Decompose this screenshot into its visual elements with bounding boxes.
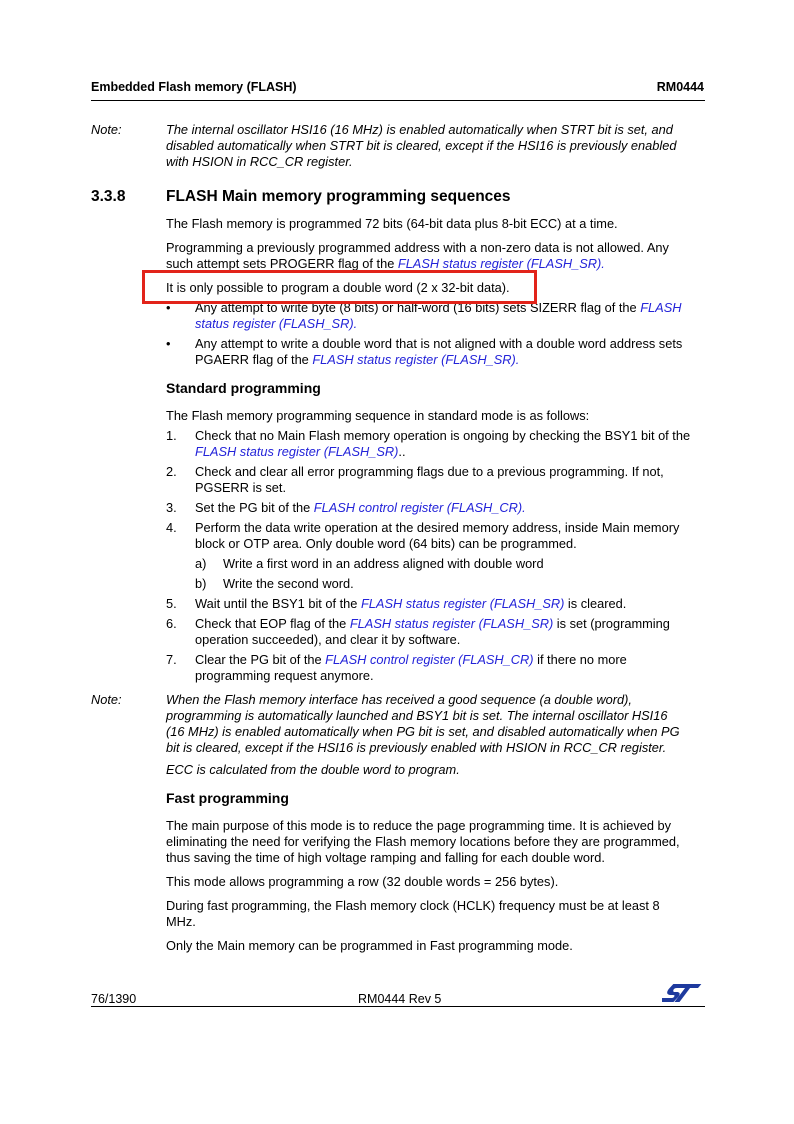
step-number: 1.: [166, 428, 177, 443]
subsection-title: Standard programming: [166, 380, 321, 396]
paragraph: During fast programming, the Flash memory clock (HCLK) frequency must be at least 8 MHz.: [166, 898, 660, 929]
flash-sr-link[interactable]: FLASH status register (FLASH_SR): [360, 596, 565, 611]
list-item: Any attempt to write a double word that is not aligned with a double word address sets PGAERR flag of the FLASH status register (FLASH_SR).: [195, 336, 683, 367]
note-label: Note:: [91, 692, 122, 707]
list-item: Clear the PG bit of the FLASH control register (FLASH_CR) if there no more programming request anymore.: [195, 652, 627, 683]
highlight-box: [142, 270, 537, 304]
list-item: Check that EOP flag of the FLASH status register (FLASH_SR) is set (programming operation succeeded), and clear it by software.: [195, 616, 670, 647]
header-doc-id: RM0444: [656, 80, 704, 94]
list-item: Check and clear all error programming flags due to a previous programming. If not, PGSERR is set.: [195, 464, 664, 495]
step-number: 7.: [166, 652, 177, 667]
note-text: When the Flash memory interface has received a good sequence (a double word), programming is automatically launched and BSY1 bit is set. The internal oscillator HSI16 (16 MHz) is enabled automatically when PG bit is set, and disabled automatically when PG bit is cleared, except if the HSI16 is previously enabled with HSION in RCC_CR register.: [166, 692, 680, 755]
flash-cr-link[interactable]: FLASH control register (FLASH_CR): [313, 500, 523, 515]
bullet-icon: •: [166, 336, 171, 351]
flash-sr-link[interactable]: status register (FLASH_SR): [195, 316, 354, 331]
paragraph: The main purpose of this mode is to reduce the page programming time. It is achieved by eliminating the need for verifying the Flash memory locations before they are programmed, thus saving the time of high voltage ramping and falling for each double word.: [166, 818, 680, 865]
list-item: Write a first word in an address aligned with double word: [223, 556, 544, 571]
paragraph: Programming a previously programmed address with a non-zero data is not allowed. Any such attempt sets PROGERR flag of the FLASH status register (FLASH_SR).: [166, 240, 669, 271]
bullet-icon: •: [166, 300, 171, 315]
note-text: The internal oscillator HSI16 (16 MHz) is enabled automatically when STRT bit is set, and disabled automatically when STRT bit is cleared, except if the HSI16 is previously enabled with HSION in RCC_CR register.: [166, 122, 677, 169]
highlighted-paragraph: It is only possible to program a double word (2 x 32-bit data).: [166, 280, 510, 295]
list-item: Wait until the BSY1 bit of the FLASH status register (FLASH_SR) is cleared.: [195, 596, 627, 611]
note-label: Note:: [91, 122, 122, 137]
flash-sr-link[interactable]: FLASH status register (FLASH_SR): [195, 444, 399, 459]
section-number: 3.3.8: [91, 188, 126, 205]
paragraph: Only the Main memory can be programmed in Fast programming mode.: [166, 938, 573, 953]
list-item: Any attempt to write byte (8 bits) or half-word (16 bits) sets SIZERR flag of the FLASH status register (FLASH_SR).: [195, 300, 682, 331]
step-number: 4.: [166, 520, 177, 535]
flash-sr-link[interactable]: FLASH status register (FLASH_SR): [397, 256, 602, 271]
list-item: Perform the data write operation at the desired memory address, inside Main memory block or OTP area. Only double word (64 bits) can be programmed.: [195, 520, 680, 551]
footer-rule: [91, 1006, 705, 1007]
note-text: ECC is calculated from the double word to program.: [166, 762, 460, 777]
doc-revision: RM0444 Rev 5: [358, 992, 442, 1006]
flash-cr-link[interactable]: FLASH control register (FLASH_CR): [325, 652, 534, 667]
header-title: Embedded Flash memory (FLASH): [91, 80, 297, 94]
flash-sr-link[interactable]: FLASH status register (FLASH_SR): [312, 352, 516, 367]
st-logo-icon: [662, 982, 704, 1004]
subsection-title: Fast programming: [166, 790, 289, 806]
list-item: Set the PG bit of the FLASH control register (FLASH_CR).: [195, 500, 526, 515]
flash-sr-link[interactable]: FLASH status register (FLASH_SR): [349, 616, 554, 631]
list-item: Write the second word.: [223, 576, 354, 591]
flash-sr-link[interactable]: FLASH: [640, 300, 682, 315]
header-rule: [91, 100, 705, 101]
step-number: 3.: [166, 500, 177, 515]
substep-letter: b): [195, 576, 207, 591]
page-number: 76/1390: [91, 992, 137, 1006]
substep-letter: a): [195, 556, 207, 571]
step-number: 2.: [166, 464, 177, 479]
paragraph: The Flash memory programming sequence in standard mode is as follows:: [166, 408, 590, 423]
step-number: 6.: [166, 616, 177, 631]
list-item: Check that no Main Flash memory operation is ongoing by checking the BSY1 bit of the FLASH status register (FLASH_SR)..: [195, 428, 691, 459]
step-number: 5.: [166, 596, 177, 611]
paragraph: This mode allows programming a row (32 double words = 256 bytes).: [166, 874, 559, 889]
paragraph: The Flash memory is programmed 72 bits (64-bit data plus 8-bit ECC) at a time.: [166, 216, 618, 231]
section-title: FLASH Main memory programming sequences: [166, 188, 511, 205]
